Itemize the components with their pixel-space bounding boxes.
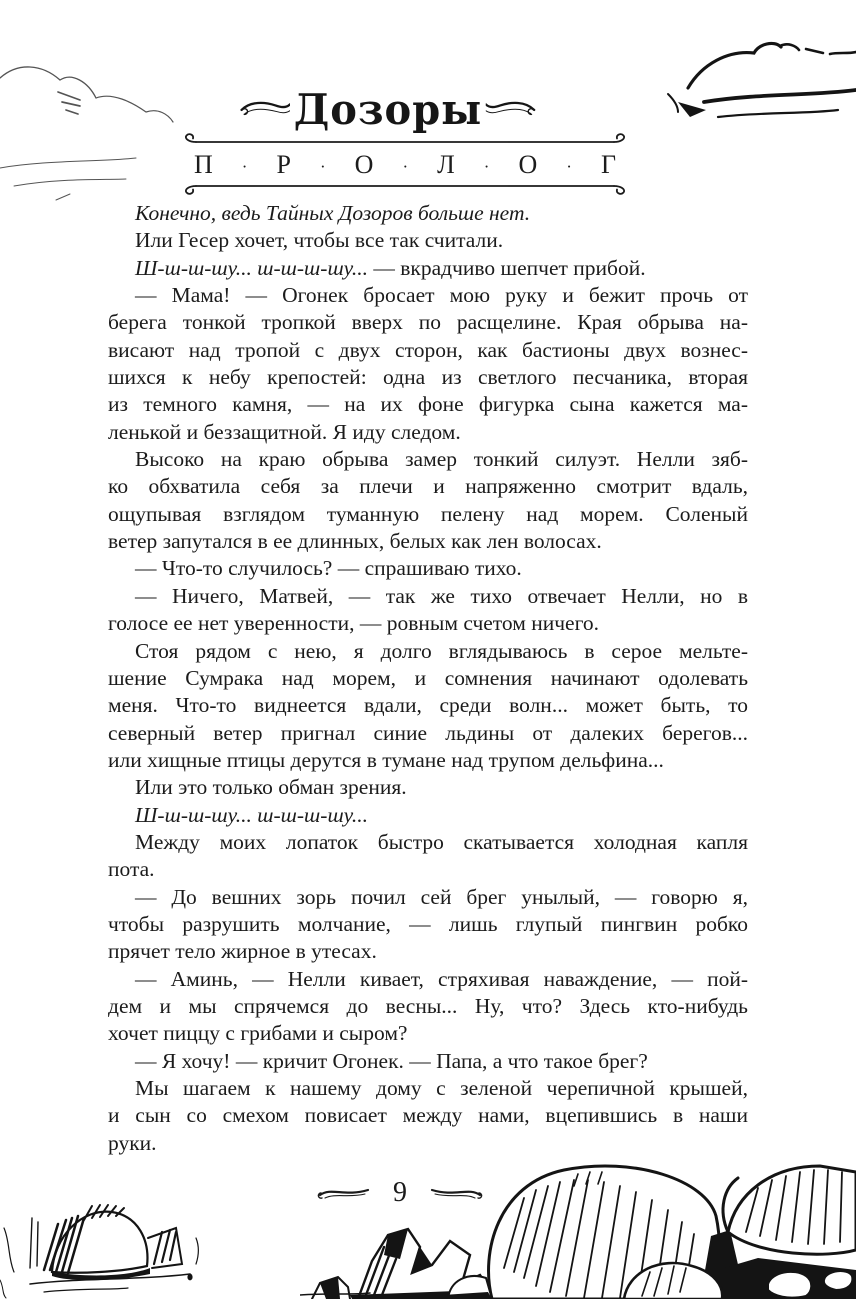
ornate-rule-bottom bbox=[180, 180, 630, 198]
text-line: или хищные птицы дерутся в тумане над трупом дельфина... bbox=[108, 747, 664, 772]
text-line: Или Гесер хочет, чтобы все так считали. bbox=[135, 228, 504, 253]
text-line: ленькой и беззащитной. Я иду следом. bbox=[108, 419, 461, 444]
text-line: берега тонкой тропкой вверх по расщелине. Края обрыва на- bbox=[108, 310, 748, 335]
text-line: чтобы разрушить молчание, — лишь глупый пингвин робко bbox=[108, 911, 748, 936]
logo-flourish-right-icon bbox=[486, 96, 538, 122]
rocks-sketch-bottom-left bbox=[0, 1180, 210, 1299]
text-line: висают над тропой с двух сторон, как бастионы двух вознес- bbox=[108, 337, 748, 362]
cloud-sketch-top-right bbox=[660, 22, 856, 137]
letter-separator-dot: · bbox=[319, 157, 326, 176]
chapter-title-band bbox=[180, 130, 630, 198]
text-line: — Мама! — Огонек бросает мою руку и бежит прочь от bbox=[135, 283, 748, 308]
text-line: шихся к небу крепостей: одна из светлого песчаника, вторая bbox=[108, 365, 748, 390]
text-line: Ш-ш-ш-шу... ш-ш-ш-шу... — вкрадчиво шепчет прибой. bbox=[135, 255, 646, 280]
text-line: — До вешних зорь почил сей брег унылый, — говорю я, bbox=[135, 884, 748, 909]
text-line: Стоя рядом с нею, я долго вглядываюсь в серое мельте- bbox=[135, 638, 748, 663]
page-flourish-left-icon bbox=[315, 1185, 371, 1201]
text-line: хочет пиццу с грибами и сыром? bbox=[108, 1021, 408, 1046]
text-line: меня. Что-то виднеется вдали, среди волн... может быть, то bbox=[108, 693, 748, 718]
text-line: — Я хочу! — кричит Огонек. — Папа, а что такое брег? bbox=[135, 1048, 648, 1073]
text-line: Ш-ш-ш-шу... ш-ш-ш-шу... bbox=[135, 802, 368, 827]
letter-separator-dot: · bbox=[402, 157, 409, 176]
text-line: Или это только обман зрения. bbox=[135, 775, 407, 800]
chapter-letter: Л bbox=[437, 150, 455, 179]
series-logo: Дозоры bbox=[293, 84, 483, 134]
logo-flourish-left-icon bbox=[238, 96, 290, 122]
text-line: Конечно, ведь Тайных Дозоров больше нет. bbox=[135, 201, 531, 225]
chapter-letter: О bbox=[354, 150, 374, 179]
body-text bbox=[108, 200, 748, 1157]
text-line: ощупывая взглядом туманную пелену над морем. Соленый bbox=[108, 501, 748, 526]
text-line: шение Сумрака над морем, и сомнения начинают одолевать bbox=[108, 665, 748, 690]
text-line: из темного камня, — на их фоне фигурка сына кажется ма- bbox=[108, 392, 748, 417]
cloud-sketch-top-left bbox=[0, 48, 180, 218]
letter-separator-dot: · bbox=[241, 157, 248, 176]
text-line: Мы шагаем к нашему дому с зеленой черепичной крышей, bbox=[135, 1076, 748, 1100]
text-line: Высоко на краю обрыва замер тонкий силуэт. Нелли зяб- bbox=[135, 447, 748, 472]
page-number: 9 bbox=[393, 1177, 407, 1208]
letter-separator-dot: · bbox=[566, 157, 572, 176]
chapter-letter: Г bbox=[600, 150, 616, 179]
chapter-title bbox=[180, 148, 630, 180]
text-line: руки. bbox=[108, 1130, 157, 1155]
text-line: Между моих лопаток быстро скатывается холодная капля bbox=[135, 829, 748, 854]
text-line: ко обхватила себя за плечи и напряженно смотрит вдаль, bbox=[108, 474, 748, 499]
chapter-letter: Р bbox=[276, 150, 291, 179]
letter-separator-dot: · bbox=[483, 157, 490, 176]
chapter-letter: П bbox=[194, 150, 213, 179]
text-line: голосе ее нет уверенности, — ровным счетом ничего. bbox=[108, 611, 600, 636]
text-line: — Аминь, — Нелли кивает, стряхивая наваждение, — пой- bbox=[135, 966, 748, 991]
ornate-rule-top bbox=[180, 130, 630, 148]
text-line: ветер запутался в ее длинных, белых как лен волосах. bbox=[108, 529, 602, 554]
text-line: — Ничего, Матвей, — так же тихо отвечает Нелли, но в bbox=[135, 583, 748, 608]
text-line: северный ветер пригнал синие льдины от далеких берегов... bbox=[108, 720, 748, 745]
chapter-letter: О bbox=[518, 150, 538, 179]
text-line: и сын со смехом повисает между нами, вцепившись в наши bbox=[108, 1103, 748, 1128]
text-line: дем и мы спрячемся до весны... Ну, что? Здесь кто-нибудь bbox=[108, 993, 748, 1018]
text-line: прячет тело жирное в утесах. bbox=[108, 939, 377, 964]
text-line: — Что-то случилось? — спрашиваю тихо. bbox=[135, 556, 522, 581]
boulders-sketch-bottom-right bbox=[428, 1140, 856, 1299]
text-line: пота. bbox=[108, 857, 155, 882]
